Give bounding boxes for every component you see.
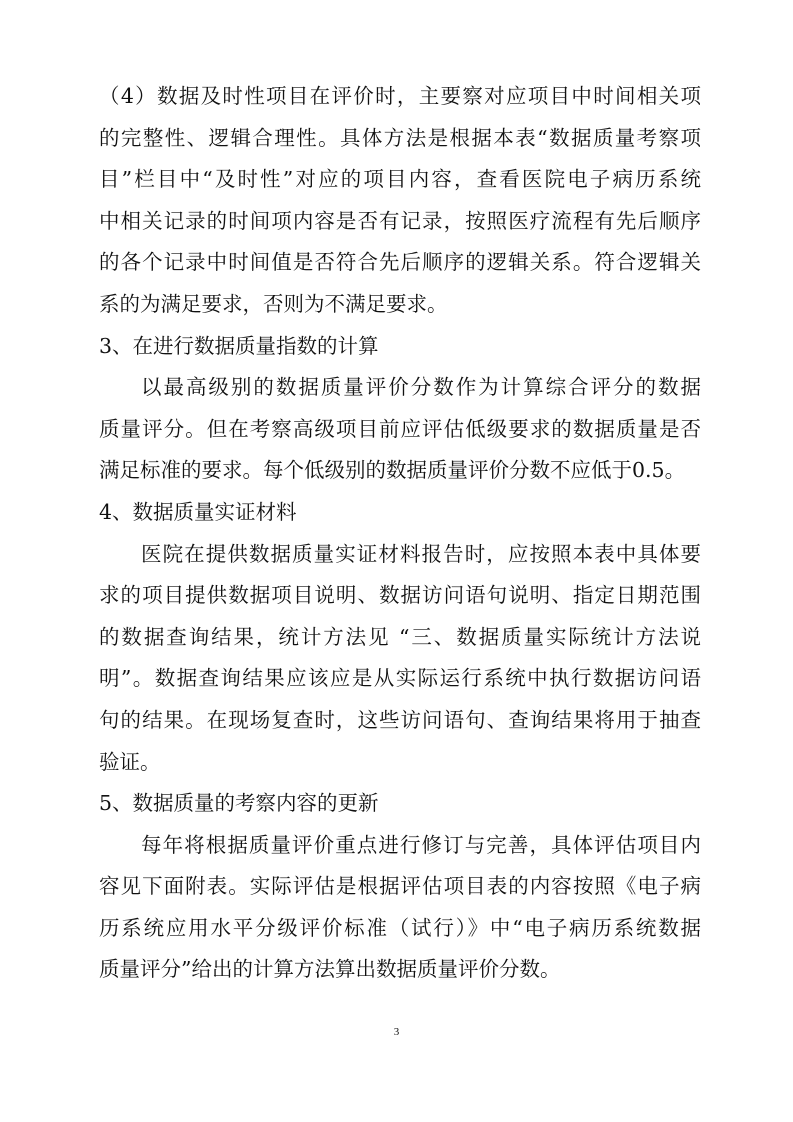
- text-line: 质量评分。但在考察高级项目前应评估低级要求的数据质量是否: [99, 416, 701, 441]
- text-line: 3、在进行数据质量指数的计算: [99, 333, 379, 358]
- text-line: 容见下面附表。实际评估是根据评估项目表的内容按照《电子病: [99, 874, 701, 899]
- text-line: 系的为满足要求，否则为不满足要求。: [99, 291, 448, 316]
- text-line: 每年将根据质量评价重点进行修订与完善，具体评估项目内: [141, 832, 701, 857]
- document-body: [99, 76, 701, 991]
- text-line: 的数据查询结果，统计方法见 “三、数据质量实际统计方法说: [99, 624, 701, 649]
- text-line: 以最高级别的数据质量评价分数作为计算综合评分的数据: [141, 375, 701, 400]
- paragraph: [99, 534, 701, 784]
- text-line: 明”。数据查询结果应该应是从实际运行系统中执行数据访问语: [99, 666, 701, 691]
- text-line: 的各个记录中时间值是否符合先后顺序的逻辑关系。符合逻辑关: [99, 250, 701, 275]
- paragraph: [99, 367, 701, 492]
- text-line: 句的结果。在现场复查时，这些访问语句、查询结果将用于抽查: [99, 707, 701, 732]
- text-line: 中相关记录的时间项内容是否有记录，按照医疗流程有先后顺序: [99, 208, 701, 233]
- text-line: 的完整性、逻辑合理性。具体方法是根据本表“数据质量考察项: [99, 125, 701, 150]
- text-line: 求的项目提供数据项目说明、数据访问语句说明、指定日期范围: [99, 583, 701, 608]
- paragraph: [99, 76, 701, 326]
- text-line: 5、数据质量的考察内容的更新: [99, 791, 379, 816]
- section-heading: [99, 326, 701, 368]
- section-heading: [99, 783, 701, 825]
- paragraph: [99, 825, 701, 991]
- section-heading: [99, 492, 701, 534]
- text-line: 历系统应用水平分级评价标准（试行）》中“电子病历系统数据: [99, 915, 701, 940]
- text-line: 4、数据质量实证材料: [99, 499, 297, 524]
- page-number: 3: [393, 1026, 400, 1038]
- text-line: 目”栏目中“及时性”对应的项目内容，查看医院电子病历系统: [99, 167, 701, 192]
- text-line: 医院在提供数据质量实证材料报告时，应按照本表中具体要: [141, 541, 701, 566]
- text-line: 验证。: [99, 749, 161, 774]
- text-line: 满足标准的要求。每个低级别的数据质量评价分数不应低于0.5。: [99, 458, 686, 483]
- text-line: 质量评分”给出的计算方法算出数据质量评价分数。: [99, 957, 561, 982]
- text-line: （4）数据及时性项目在评价时，主要察对应项目中时间相关项: [99, 84, 701, 108]
